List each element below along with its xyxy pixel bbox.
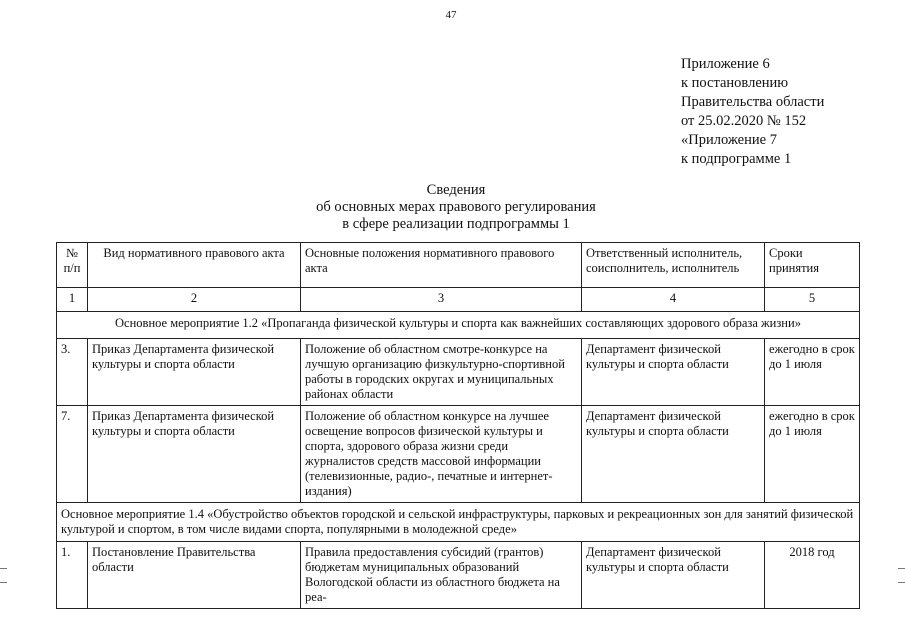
row-executor: Департамент физической культуры и спорта области <box>582 542 765 609</box>
title-line: в сфере реализации подпрограммы 1 <box>342 216 570 232</box>
scan-edge-mark <box>0 568 7 569</box>
header-provisions: Основные положения нормативного правового акта <box>301 243 582 288</box>
row-act-type: Приказ Департамента физической культуры и спорта области <box>88 406 301 503</box>
header-number: № п/п <box>57 243 88 288</box>
table-header-row <box>57 243 860 288</box>
row-provisions: Положение об областном конкурсе на лучшее освещение вопросов физической культуры и спорта, здорового образа жизни среди журналистов средств массовой информации (телевизионные, радио-, печатные и интернет-издания) <box>301 406 582 503</box>
appendix-line: от 25.02.2020 № 152 <box>681 113 807 129</box>
row-number: 7. <box>57 406 88 503</box>
table-row <box>57 542 860 609</box>
row-provisions: Правила предоставления субсидий (грантов) бюджетам муниципальных образований Вологодской области из областного бюджета на реа- <box>301 542 582 609</box>
page-number: 47 <box>445 9 457 21</box>
column-number: 4 <box>582 288 765 312</box>
appendix-line: к подпрограмме 1 <box>681 151 792 167</box>
document-title <box>260 182 652 233</box>
row-executor: Департамент физической культуры и спорта области <box>582 339 765 406</box>
section-title: Основное мероприятие 1.2 «Пропаганда физической культуры и спорта как важнейших составляющих здорового образа жизни» <box>57 312 860 339</box>
appendix-line: к постановлению <box>681 75 789 91</box>
section-title: Основное мероприятие 1.4 «Обустройство объектов городской и сельской инфраструктуры, парковых и рекреационных зон для занятий физической культурой и спортом, в том числе видами спорта, популярными в молодежной среде» <box>57 503 860 542</box>
section-row <box>57 312 860 339</box>
appendix-line: Приложение 6 <box>681 56 770 72</box>
table-row <box>57 406 860 503</box>
column-number: 1 <box>57 288 88 312</box>
appendix-line: Правительства области <box>681 94 825 110</box>
row-number: 3. <box>57 339 88 406</box>
table-row <box>57 339 860 406</box>
row-deadline: ежегодно в срок до 1 июля <box>765 406 860 503</box>
appendix-block <box>681 55 881 169</box>
scan-edge-mark <box>898 582 905 583</box>
row-deadline: 2018 год <box>765 542 860 609</box>
row-act-type: Постановление Правительства области <box>88 542 301 609</box>
row-number: 1. <box>57 542 88 609</box>
header-deadline: Сроки принятия <box>765 243 860 288</box>
title-line: об основных мерах правового регулирования <box>316 199 596 215</box>
scan-edge-mark <box>898 568 905 569</box>
row-act-type: Приказ Департамента физической культуры и спорта области <box>88 339 301 406</box>
title-line: Сведения <box>426 182 486 198</box>
measures-table <box>56 242 860 609</box>
column-number: 3 <box>301 288 582 312</box>
section-row <box>57 503 860 542</box>
column-number: 2 <box>88 288 301 312</box>
row-provisions: Положение об областном смотре-конкурсе на лучшую организацию физкультурно-спортивной работы в городских округах и муниципальных районах области <box>301 339 582 406</box>
row-deadline: ежегодно в срок до 1 июля <box>765 339 860 406</box>
row-executor: Департамент физической культуры и спорта области <box>582 406 765 503</box>
header-act-type: Вид нормативного правового акта <box>88 243 301 288</box>
scan-edge-mark <box>0 582 7 583</box>
column-number: 5 <box>765 288 860 312</box>
appendix-line: «Приложение 7 <box>681 132 777 148</box>
header-executor: Ответственный исполнитель, соисполнитель, исполнитель <box>582 243 765 288</box>
column-number-row <box>57 288 860 312</box>
